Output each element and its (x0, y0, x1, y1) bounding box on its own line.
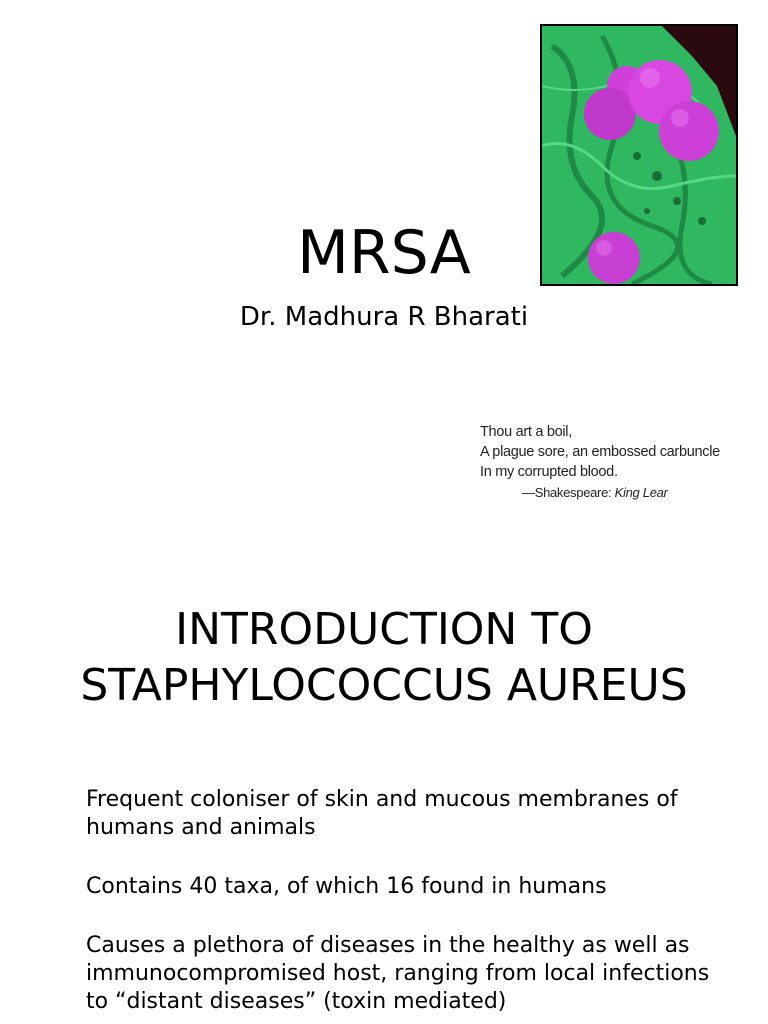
bacterium-cell (659, 101, 719, 161)
attribution-work: King Lear (614, 485, 668, 500)
slide-title: MRSA (297, 218, 471, 288)
bullet-list (86, 786, 726, 1024)
quote-attribution (522, 483, 750, 503)
bacterium-cell (584, 88, 636, 140)
slide-subtitle: Dr. Madhura R Bharati (239, 302, 529, 332)
quote-line: A plague sore, an embossed carbuncle (480, 444, 720, 460)
bullet-item: Causes a plethora of diseases in the healthy as well as immunocompromised host, ranging from local infections to “distant diseases” (toxin mediated) (86, 933, 710, 1014)
attribution-author: —Shakespeare: (522, 485, 615, 500)
quote-line: In my corrupted blood. (480, 464, 618, 480)
bullet-item: Frequent coloniser of skin and mucous membranes of humans and animals (86, 787, 678, 840)
shakespeare-quote (480, 422, 750, 503)
bullet-item: Contains 40 taxa, of which 16 found in humans (86, 874, 607, 899)
section-title-line: INTRODUCTION TO (175, 604, 593, 655)
quote-line: Thou art a boil, (480, 424, 572, 440)
section-title (0, 602, 768, 714)
section-title-line: STAPHYLOCOCCUS AUREUS (80, 660, 688, 711)
